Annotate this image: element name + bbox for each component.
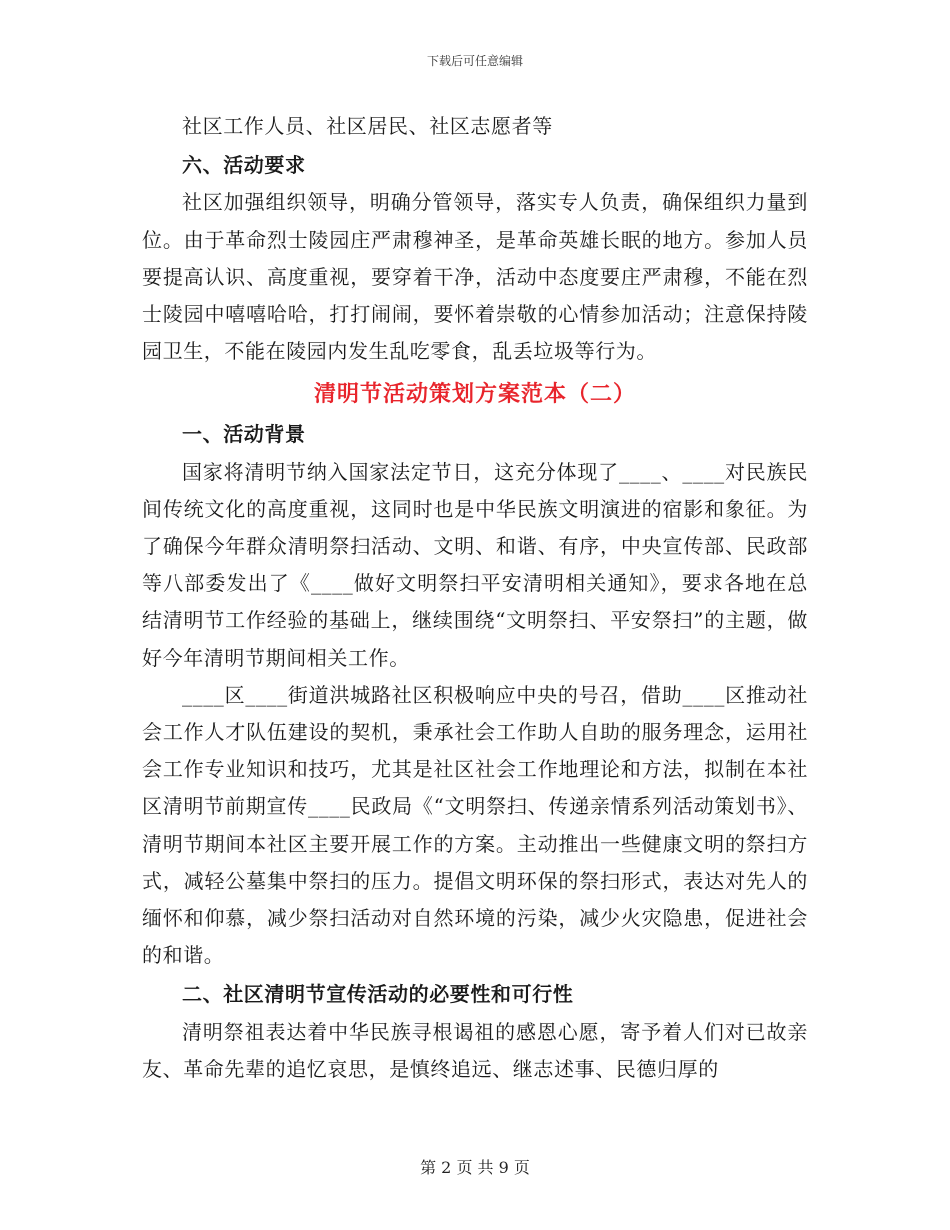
section-heading-requirements: 六、活动要求: [182, 153, 306, 178]
necessity-paragraph: 清明祭祖表达着中华民族寻根谒祖的感恩心愿，寄予着人们对已故亲友、革命先辈的追忆哀思，是慎终追远、继志述事、民德归厚的: [142, 1019, 808, 1081]
document-title: 清明节活动策划方案范本（二）: [313, 381, 636, 408]
participants-paragraph: 社区工作人员、社区居民、社区志愿者等: [182, 114, 553, 138]
header-note: 下载后可任意编辑: [426, 54, 523, 68]
background-paragraph-1: 国家将清明节纳入国家法定节日，这充分体现了____、____对民族民间传统文化的高度重视，这同时也是中华民族文明演进的宿影和象征。为了确保今年群众清明祭扫活动、文明、和谐、有序，中央宣传部、民政部等八部委发出了《____做好文明祭扫平安清明相关通知》，要求各地在总结清明节工作经验的基础上，继续围绕“文明祭扫、平安祭扫”的主题，做好今年清明节期间相关工作。: [142, 459, 808, 670]
section-heading-necessity: 二、社区清明节宣传活动的必要性和可行性: [182, 982, 574, 1007]
document-body: [142, 108, 808, 1088]
section-heading-background: 一、活动背景: [182, 422, 306, 447]
background-paragraph-2: ____区____街道洪城路社区积极响应中央的号召，借助____区推动社会工作人才队伍建设的契机，秉承社会工作助人自助的服务理念，运用社会工作专业知识和技巧，尤其是社区社会工作地理论和方法，拟制在本社区清明节前期宣传____民政局《“文明祭扫、传递亲情系列活动策划书》、清明节期间本社区主要开展工作的方案。主动推出一些健康文明的祭扫方式，减轻公墓集中祭扫的压力。提倡文明环保的祭扫形式，表达对先人的缅怀和仰慕，减少祭扫活动对自然环境的污染，减少火灾隐患，促进社会的和谐。: [142, 682, 808, 968]
requirements-paragraph: 社区加强组织领导，明确分管领导，落实专人负责，确保组织力量到位。由于革命烈士陵园庄严肃穆神圣，是革命英雄长眠的地方。参加人员要提高认识、高度重视，要穿着干净，活动中态度要庄严肃穆，不能在烈士陵园中嘻嘻哈哈，打打闹闹，要怀着崇敬的心情参加活动；注意保持陵园卫生，不能在陵园内发生乱吃零食，乱丢垃圾等行为。: [142, 190, 808, 364]
page-number: 第 2 页 共 9 页: [420, 1158, 530, 1177]
